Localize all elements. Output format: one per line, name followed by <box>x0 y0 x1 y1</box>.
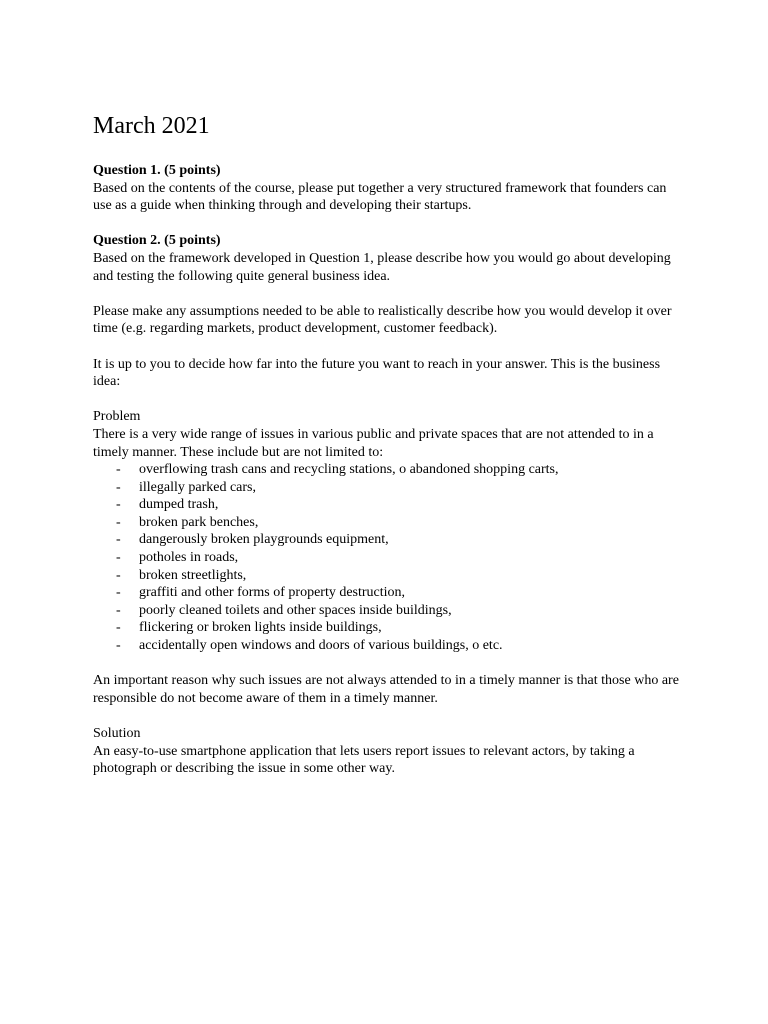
list-item-text: flickering or broken lights inside buildings, <box>139 620 382 636</box>
horizon-text: It is up to you to decide how far into the future you want to reach in your answer. This is the business idea: <box>93 356 661 390</box>
list-bullet: - <box>116 602 121 618</box>
question-1-text: Based on the contents of the course, please put together a very structured framework that founders can use as a guide when thinking through and developing their startups. <box>93 180 667 214</box>
list-bullet: - <box>116 514 121 530</box>
list-bullet: - <box>116 620 121 636</box>
list-item <box>93 479 683 497</box>
reason-text: An important reason why such issues are not always attended to in a timely manner is that those who are responsible do not become aware of them in a timely manner. <box>93 673 679 706</box>
assumptions-paragraph <box>93 303 683 338</box>
list-item <box>93 461 683 479</box>
question-1 <box>93 162 683 215</box>
list-item <box>93 531 683 549</box>
list-item <box>93 549 683 567</box>
list-item <box>93 602 683 620</box>
question-2-text: Based on the framework developed in Question 1, please describe how you would go about developing and testing the following quite general business idea. <box>93 250 671 284</box>
list-item-text: accidentally open windows and doors of various buildings, o etc. <box>139 638 503 654</box>
assumptions-text: Please make any assumptions needed to be able to realistically describe how you would develop it over time (e.g. regarding markets, product development, customer feedback). <box>93 303 672 337</box>
list-item-text: poorly cleaned toilets and other spaces inside buildings, <box>139 602 452 618</box>
list-item-text: dumped trash, <box>139 497 219 513</box>
list-item <box>93 496 683 514</box>
problem-intro: There is a very wide range of issues in various public and private spaces that are not attended to in a timely manner. These include but are not limited to: <box>93 426 654 460</box>
solution-text: An easy-to-use smartphone application that lets users report issues to relevant actors, by taking a photograph or describing the issue in some other way. <box>93 743 635 777</box>
list-item-text: illegally parked cars, <box>139 479 257 495</box>
list-item-text: broken streetlights, <box>139 567 247 583</box>
list-bullet: - <box>116 550 121 566</box>
page-title: March 2021 <box>93 113 210 139</box>
list-item-text: dangerously broken playgrounds equipment, <box>139 532 389 548</box>
list-item <box>93 637 683 655</box>
list-bullet: - <box>116 638 121 654</box>
list-item <box>93 619 683 637</box>
document-page <box>93 110 683 778</box>
solution-label: Solution <box>93 726 141 741</box>
list-item-text: graffiti and other forms of property destruction, <box>139 585 406 601</box>
question-2-heading: Question 2. (5 points) <box>93 233 221 249</box>
issue-list <box>93 461 683 655</box>
list-item-text: potholes in roads, <box>139 550 239 566</box>
question-2 <box>93 232 683 285</box>
list-item-text: broken park benches, <box>139 514 259 530</box>
list-bullet: - <box>116 585 121 601</box>
solution-section <box>93 725 683 778</box>
list-bullet: - <box>116 497 121 513</box>
list-item <box>93 567 683 585</box>
list-item <box>93 584 683 602</box>
problem-label: Problem <box>93 409 141 425</box>
list-item <box>93 514 683 532</box>
list-bullet: - <box>116 479 121 495</box>
reason-paragraph <box>93 672 683 707</box>
list-bullet: - <box>116 567 121 583</box>
list-item-text: overflowing trash cans and recycling stations, o abandoned shopping carts, <box>139 462 559 478</box>
horizon-paragraph <box>93 356 683 391</box>
question-1-heading: Question 1. (5 points) <box>93 163 221 178</box>
list-bullet: - <box>116 462 121 478</box>
list-bullet: - <box>116 532 121 548</box>
problem-section <box>93 408 683 654</box>
